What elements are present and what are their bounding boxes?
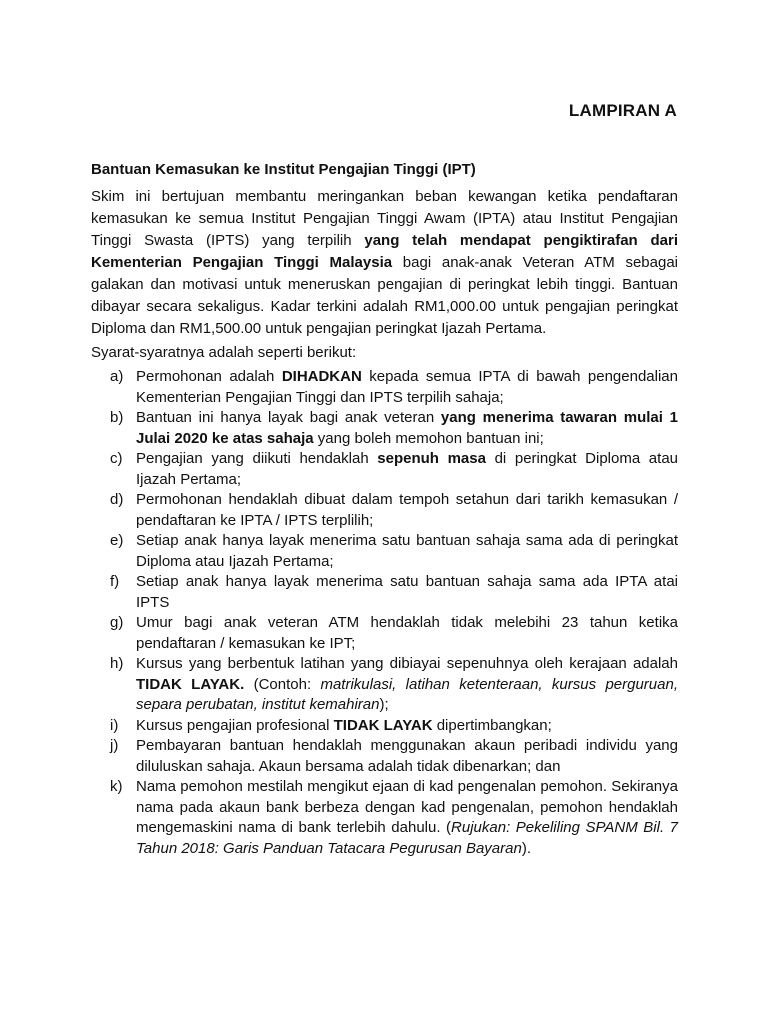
bold-text: yang telah mendapat pengiktirafan dari Kementerian Pengajian Tinggi Malaysia xyxy=(91,232,678,271)
list-marker: g) xyxy=(110,614,124,631)
text-run: Setiap anak hanya layak menerima satu bantuan sahaja sama ada di peringkat Diploma atau Ijazah Pertama; xyxy=(136,532,678,570)
bold-text: TIDAK LAYAK xyxy=(333,716,433,734)
bold-text: TIDAK LAYAK. xyxy=(136,675,245,693)
list-item xyxy=(91,490,678,531)
list-marker: b) xyxy=(110,409,124,426)
text-run: bagi anak-anak Veteran ATM sebagai galakan dan motivasi untuk meneruskan pengajian di peringkat lebih tinggi. Bantuan dibayar secara sekaligus. Kadar terkini adalah RM1,000.00 untuk pengajian peringkat Diploma dan RM1,500.00 untuk pengajian peringkat Ijazah Pertama. xyxy=(91,254,678,337)
list-item xyxy=(91,531,678,572)
text-run: Kursus pengajian profesional xyxy=(136,716,334,734)
bold-text: sepenuh masa xyxy=(377,450,486,467)
list-marker: k) xyxy=(110,778,123,795)
conditions-list xyxy=(91,367,678,859)
text-run: Umur bagi anak veteran ATM hendaklah tidak melebihi 23 tahun ketika pendaftaran / kemasukan ke IPT; xyxy=(136,614,678,652)
list-item xyxy=(91,572,678,613)
list-marker: f) xyxy=(110,573,120,590)
text-run: Skim ini bertujuan membantu meringankan beban kewangan ketika pendaftaran kemasukan ke semua Institut Pengajian Tinggi Awam (IPTA) atau Institut Pengajian Tinggi Swasta (IPTS) yang terpilih xyxy=(91,188,678,249)
list-item xyxy=(91,654,678,716)
text-run: Bantuan ini hanya layak bagi anak veteran xyxy=(136,409,441,426)
list-marker: i) xyxy=(110,716,119,734)
text-run: dipertimbangkan; xyxy=(432,716,552,734)
text-run: ); xyxy=(379,696,389,713)
text-run: di peringkat Diploma atau Ijazah Pertama; xyxy=(136,450,679,488)
list-item xyxy=(91,777,678,859)
text-run: Pembayaran bantuan hendaklah menggunakan akaun peribadi individu yang diluluskan sahaja. Akaun bersama adalah tidak dibenarkan; dan xyxy=(136,737,678,775)
conditions-intro: Syarat-syaratnya adalah seperti berikut: xyxy=(91,344,357,361)
italic-text: matrikulasi, latihan ketenteraan, kursus perguruan, separa perubatan, institut kemahiran xyxy=(136,675,678,713)
list-item xyxy=(91,367,678,408)
text-run: kepada semua IPTA di bawah pengendalian Kementerian Pengajian Tinggi dan IPTS terpilih sahaja; xyxy=(136,368,678,406)
text-run: Nama pemohon mestilah mengikut ejaan di kad pengenalan pemohon. Sekiranya nama pada akaun bank berbeza dengan kad pengenalan, pemohon hendaklah mengemaskini nama di bank terlebih dahulu. ( xyxy=(136,778,678,836)
list-marker: d) xyxy=(110,491,124,508)
appendix-label: LAMPIRAN A xyxy=(568,101,677,120)
list-item xyxy=(91,449,678,490)
italic-text: Rujukan: Pekeliling SPANM Bil. 7 Tahun 2018: Garis Panduan Tatacara Pegurusan Bayaran xyxy=(136,819,678,857)
text-run: ). xyxy=(521,839,532,857)
text-run: Kursus yang berbentuk latihan yang dibiayai sepenuhnya oleh kerajaan adalah xyxy=(136,655,678,672)
section-heading: Bantuan Kemasukan ke Institut Pengajian Tinggi (IPT) xyxy=(91,161,476,178)
text-run: Permohonan adalah xyxy=(136,368,282,385)
list-marker: c) xyxy=(110,450,123,467)
text-run: Setiap anak hanya layak menerima satu bantuan sahaja sama ada IPTA atai IPTS xyxy=(136,573,678,611)
text-run: Permohonan hendaklah dibuat dalam tempoh setahun dari tarikh kemasukan / pendaftaran ke IPTA / IPTS terplilih; xyxy=(136,491,678,529)
list-item xyxy=(91,716,678,737)
intro-paragraph xyxy=(91,186,678,340)
bold-text: yang menerima tawaran mulai 1 Julai 2020 ke atas sahaja xyxy=(136,409,678,447)
list-item xyxy=(91,613,678,654)
text-run: yang boleh memohon bantuan ini; xyxy=(313,429,544,447)
text-run: (Contoh: xyxy=(244,675,321,693)
list-marker: e) xyxy=(110,532,124,549)
list-marker: j) xyxy=(110,737,119,754)
bold-text: DIHADKAN xyxy=(281,368,362,385)
list-marker: a) xyxy=(110,368,124,385)
list-marker: h) xyxy=(110,655,124,672)
list-item xyxy=(91,736,678,777)
list-item xyxy=(91,408,678,449)
text-run: Pengajian yang diikuti hendaklah xyxy=(136,450,378,467)
